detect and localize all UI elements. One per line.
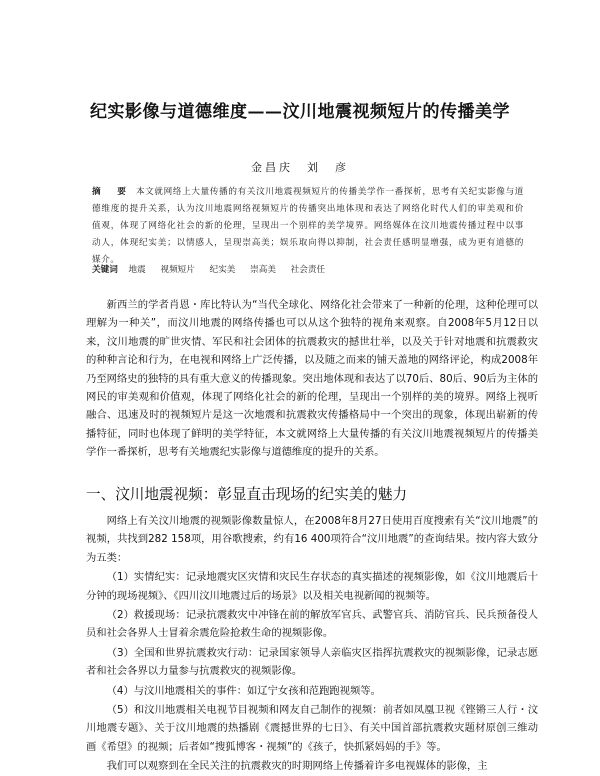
- keyword: 纪实美: [209, 265, 236, 275]
- closing-paragraph: 我们可以观察到在全民关注的抗震救灾的时期网络上传播着许多电视媒体的影像，主: [106, 760, 488, 773]
- list-item: （2）救援现场：记录抗震救灾中冲锋在前的解放军官兵、武警官兵、消防官兵、民兵预备役人员和社会各界人士冒着余震危险抢救生命的视频影像。: [86, 609, 538, 640]
- list-item: （3）全国和世界抗震救灾行动：记录国家领导人亲临灾区指挥抗震救灾的视频影像，记录志愿者和社会各界以力量参与抗震救灾的视频影像。: [86, 646, 538, 678]
- section-lead: 网络上有关汶川地震的视频影像数量惊人，在2008年8月27日使用百度搜索有关“汶川地震”的视频，共找到282 158项，用谷歌搜索，约有16 400项符合“汶川地震”的查询结果。按内容大致分为五类：: [86, 515, 538, 564]
- authors: 金昌庆 刘 彦: [251, 161, 349, 174]
- keywords: [92, 263, 524, 275]
- paper-title: 纪实影像与道德维度——汶川地震视频短片的传播美学: [90, 102, 510, 122]
- abstract-text: 本文就网络上大量传播的有关汶川地震视频短片的传播美学作一番探析，思考有关纪实影像与道德维度的提升关系，认为汶川地震网络视频短片的传播突出地体现和表达了网络化时代人们的审美观和价值观，体现了网络化社会的新的伦理，呈现出一个别样的美学境界。网络媒体在汶川地震传播过程中以事动人，体现纪实美；以情感人，呈现崇高美；娱乐取向得以抑制，社会责任感明显增强，成为更有道德的媒介。: [92, 187, 524, 265]
- keyword: 社会责任: [290, 265, 326, 275]
- intro-paragraph: 新西兰的学者肖恩・库比特认为“当代全球化、网络化社会带来了一种新的伦理，这种伦理可以理解为一种关”，而汶川地震的网络传播也可以从这个独特的视角来观察。自2008年5月12日以来，汶川地震的旷世灾情、军民和社会团体的抗震救灾的撼世壮举，以及关于针对地震和抗震救灾的种种言论和行为，在电视和网络上广泛传播，以及随之而来的铺天盖地的网络评论，构成2008年乃至网络史的独特的具有重大意义的传播现象。突出地体现和表达了以70后、80后、90后为主体的网民的审美观和价值观，体现了网络化社会的新的伦理，呈现出一个别样的美的境界。网络上视听融合、迅速及时的视频短片是这一次地震和抗震救灾传播格局中一个突出的现象，体现出崭新的传播特征，同时也体现了鲜明的美学特征，本文就网络上大量传播的有关汶川地震视频短片的传播美学作一番探析，思考有关地震纪实影像与道德维度的提升的关系。: [86, 299, 538, 459]
- section-body: [86, 512, 538, 776]
- list-item: （5）和汶川地震相关电视节目视频和网友自己制作的视频：前者如凤凰卫视《铿锵三人行・汶川地震专题》、关于汶川地震的热播剧《震撼世界的七日》、有关中国首部抗震救灾题材原创三维动画《希望》的视频；后者如“搜狐博客・视频”的《孩子，快抓紧妈妈的手》等。: [86, 704, 538, 753]
- keywords-label: 关键词: [92, 265, 118, 275]
- keyword: 崇高美: [250, 265, 276, 275]
- list-item: （1）实情纪实：记录地震灾区灾情和灾民生存状态的真实描述的视频影像，如《汶川地震后十分钟的现场视频》、《四川汶川地震过后的场景》以及相关电视新闻的视频等。: [86, 571, 538, 602]
- abstract: [92, 184, 524, 269]
- abstract-label: 摘 要: [92, 187, 130, 197]
- keyword: 地震: [128, 265, 146, 275]
- list-item: （4）与汶川地震相关的事件：如辽宁女孩和范跑跑视频等。: [106, 684, 381, 697]
- section-heading: 一、汶川地震视频：彰显直击现场的纪实美的魅力: [86, 486, 408, 503]
- keyword: 视频短片: [160, 265, 195, 275]
